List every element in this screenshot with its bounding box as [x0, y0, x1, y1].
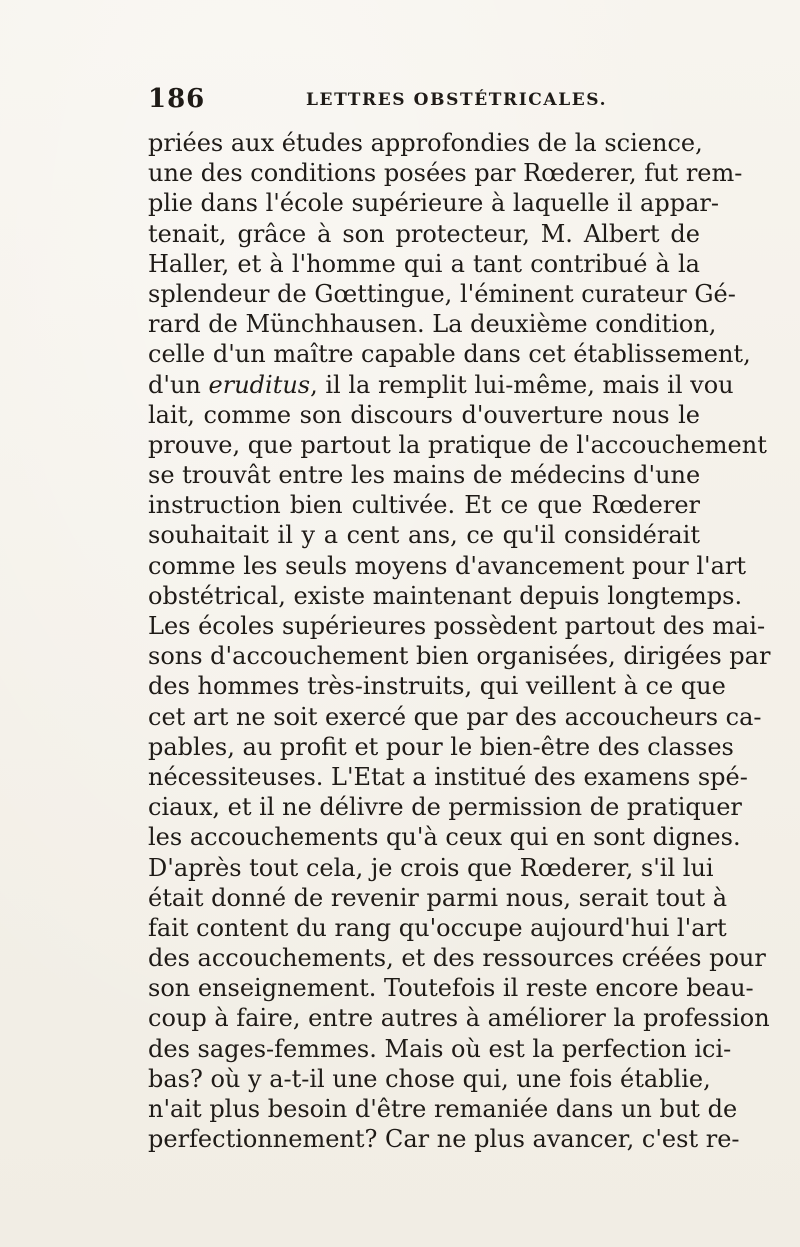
body-text — [148, 128, 771, 1154]
text-line: Haller, et à l'homme qui a tant contribué à la — [148, 249, 700, 278]
text-line: lait, comme son discours d'ouverture nous le — [148, 400, 700, 429]
text-line: coup à faire, entre autres à améliorer la profession — [148, 1004, 770, 1033]
italic-word: eruditus — [208, 370, 311, 399]
text-line: obstétrical, existe maintenant depuis longtemps. — [148, 581, 743, 610]
text-line: souhaitait il y a cent ans, ce qu'il considérait — [148, 521, 700, 550]
text-line: des hommes très-instruits, qui veillent à ce que — [148, 672, 726, 701]
text-line: une des conditions posées par Rœderer, fut rem- — [148, 159, 743, 188]
text-line: instruction bien cultivée. Et ce que Rœderer — [148, 491, 700, 520]
text-line: nécessiteuses. L'Etat a institué des examens spé- — [148, 762, 748, 791]
text-line: ciaux, et il ne délivre de permission de pratiquer — [148, 793, 742, 822]
text-line: son enseignement. Toutefois il reste encore beau- — [148, 974, 754, 1003]
text-line: plie dans l'école supérieure à laquelle il appar- — [148, 189, 719, 218]
text-line: Les écoles supérieures possèdent partout des mai- — [148, 612, 766, 640]
text-line: fait content du rang qu'occupe aujourd'hui l'art — [148, 913, 727, 942]
text-line: splendeur de Gœttingue, l'éminent curateur Gé- — [148, 279, 736, 308]
text-line: tenait, grâce à son protecteur, M. Albert de — [148, 219, 700, 248]
text-line: comme les seuls moyens d'avancement pour l'art — [148, 551, 747, 580]
text-line: celle d'un maître capable dans cet établissement, — [148, 340, 751, 369]
text-line: les accouchements qu'à ceux qui en sont dignes. — [148, 823, 741, 852]
text-line: perfectionnement? Car ne plus avancer, c'est re- — [148, 1125, 740, 1154]
text-line: se trouvât entre les mains de médecins d'une — [148, 461, 701, 490]
page-header — [148, 84, 708, 112]
text-line: sons d'accouchement bien organisées, dirigées par — [148, 642, 771, 671]
running-title: LETTRES OBSTÉTRICALES. — [306, 90, 608, 110]
page-number: 186 — [148, 84, 206, 114]
text-line: cet art ne soit exercé que par des accoucheurs ca- — [148, 702, 762, 731]
text-line: bas? où y a-t-il une chose qui, une fois établie, — [148, 1064, 711, 1093]
text-line: des accouchements, et des ressources créées pour — [148, 944, 766, 973]
text-line: prouve, que partout la pratique de l'accouchement — [148, 430, 767, 459]
text-line: des sages-femmes. Mais où est la perfection ici- — [148, 1034, 732, 1063]
text-line: n'ait plus besoin d'être remaniée dans un but de — [148, 1095, 738, 1123]
text-line: priées aux études approfondies de la science, — [148, 129, 703, 157]
text-line: pables, au profit et pour le bien-être des classes — [148, 732, 734, 761]
text-line: D'après tout cela, je crois que Rœderer, s'il lui — [148, 853, 714, 882]
text-line: rard de Münchhausen. La deuxième condition, — [148, 310, 717, 339]
text-line: était donné de revenir parmi nous, serait tout à — [148, 883, 728, 912]
text-line: d'un eruditus, il la remplit lui-même, mais il vou — [148, 370, 734, 399]
